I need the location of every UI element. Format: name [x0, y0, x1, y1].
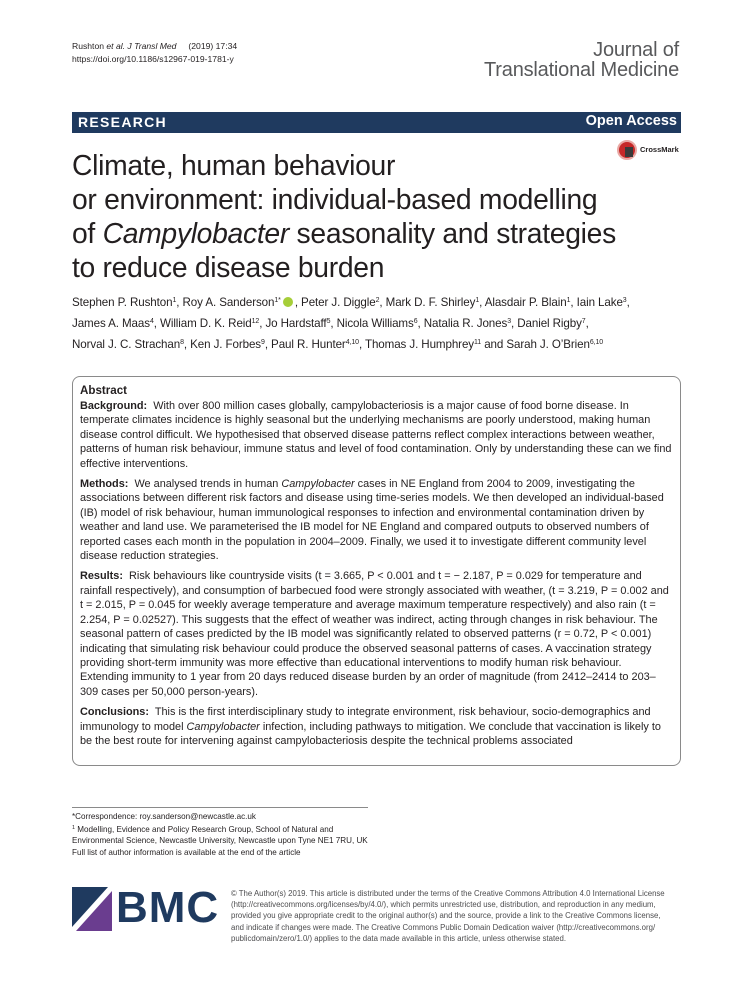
bmc-logo-icon: [72, 887, 112, 931]
crossmark-badge[interactable]: CrossMark: [617, 140, 683, 164]
author-line: James A. Maas$^4$, William D. K. Reid$^{12}$, Jo Hardstaff$^5$, Nicola Williams$^6$, Natalia R. Jones$^3$, Daniel Rigby$^7$,: [72, 317, 589, 330]
author-list: [72, 291, 684, 354]
doi-link[interactable]: https://doi.org/10.1186/s12967-019-1781-y: [72, 54, 234, 64]
author-info-note: Full list of author information is available at the end of the article: [72, 847, 301, 857]
abstract-box: [72, 376, 681, 766]
citation-header: [72, 40, 237, 66]
abstract-background: Background: With over 800 million cases globally, campylobacteriosis is a major cause of food borne disease. In temperate climates incidence is highly seasonal but the underlying mechanisms are poorly understood, making human disease control difficult. We hypothesised that observed disease patterns reflect complex interactions between weather, patterns of human risk behaviour, immune status and level of food contamination. Only by understanding these can we find effective interventions.: [80, 400, 672, 470]
abstract-conclusions: Conclusions: This is the first interdisciplinary study to integrate environment, risk behaviour, socio-demographics and immunology to model Campylobacter infection, including pathways to mitigation. We conclude that vaccination is likely to be the best route for intervening against campylobacteriosis despite the technical problems associated: [80, 706, 661, 747]
footnote-divider: [72, 807, 368, 808]
article-type-label: RESEARCH: [78, 114, 167, 130]
bmc-logo-text: BMC: [116, 883, 220, 932]
abstract-heading: Abstract: [80, 384, 128, 397]
correspondence-note: *Correspondence: roy.sanderson@newcastle.ac.uk: [72, 812, 256, 821]
abstract-results: Results: Risk behaviours like countryside visits (t = 3.665, P < 0.001 and t = − 2.187, P = 0.029 for temperature and rainfall respectively), and consumption of barbecued food were strongly associated with weather, (t = 3.219, P = 0.002 and t = 2.015, P = 0.045 for weekly average temperature and average maximum temperature respectively) and also rain (t = 2.254, P = 0.02527). This suggests that the effect of weather was indirect, acting through changes in risk behaviour. The seasonal pattern of cases predicted by the IB model was significantly related to observed patterns (r = 0.72, P < 0.001) indicating that simulating risk behaviour could produce the observed seasonal patterns of cases. A vaccination strategy providing short-term immunity was more effective than educational interventions to modify human risk behaviour. Extending immunity to 1 year from 20 days reduced disease burden by an order of magnitude (from 2412–2414 to 203–309 cases per 50,000 person-years).: [80, 570, 669, 698]
article-type-banner: [72, 112, 681, 133]
orcid-icon[interactable]: [283, 297, 293, 307]
abstract-methods: Methods: We analysed trends in human Campylobacter cases in NE England from 2004 to 2009, investigating the associations between different risk factors and disease using time-series models. We then developed an individual-based (IB) model of risk behaviour, human immunological responses to infection and environmental contamination driven by weather and land use. We parameterised the IB model for NE England and compared outputs to observed numbers of reported cases each month in the population in 2004–2009. Finally, we used it to investigate different community level disease reduction strategies.: [80, 478, 664, 563]
bmc-logo: [72, 883, 222, 932]
journal-name: Journal of Translational Medicine: [484, 39, 679, 81]
affiliation-note: $^1$ Modelling, Evidence and Policy Research Group, School of Natural and Environmental Science, Newcastle University, Newcastle upon Tyne NE1 7RU, UK: [72, 824, 368, 845]
citation-line: Rushton et al. J Transl Med (2019) 17:34: [72, 41, 238, 51]
author-line: Stephen P. Rushton$^1$, Roy A. Sanderson$^{1*}$ , Peter J. Diggle$^2$, Mark D. F. Shirley$^1$, Alasdair P. Blain$^1$, Iain Lake$^3$,: [72, 296, 630, 309]
open-access-label: Open Access: [585, 113, 677, 129]
author-line: Norval J. C. Strachan$^8$, Ken J. Forbes$^9$, Paul R. Hunter$^{4,10}$, Thomas J. Humphrey$^{11}$ and Sarah J. O’Brien$^{6,10}$: [72, 338, 604, 351]
footnotes: [72, 811, 372, 858]
license-text: © The Author(s) 2019. This article is distributed under the terms of the Creative Commons Attribution 4.0 International License (http://creativecommons.org/licenses/by/4.0/), which permits unrestricted use, distribution, and reproduction in any medium, provided you give appropriate credit to the original author(s) and the source, provide a link to the Creative Commons license, and indicate if changes were made. The Creative Commons Public Domain Dedication waiver (http://creativecommons.org/ publicdomain/zero/1.0/) applies to the data made available in this article, unless otherwise stated.: [231, 889, 665, 943]
article-title: Climate, human behaviour or environment: individual-based modelling of Campylobacter seasonality and strategies to reduce disease burden: [72, 149, 616, 283]
